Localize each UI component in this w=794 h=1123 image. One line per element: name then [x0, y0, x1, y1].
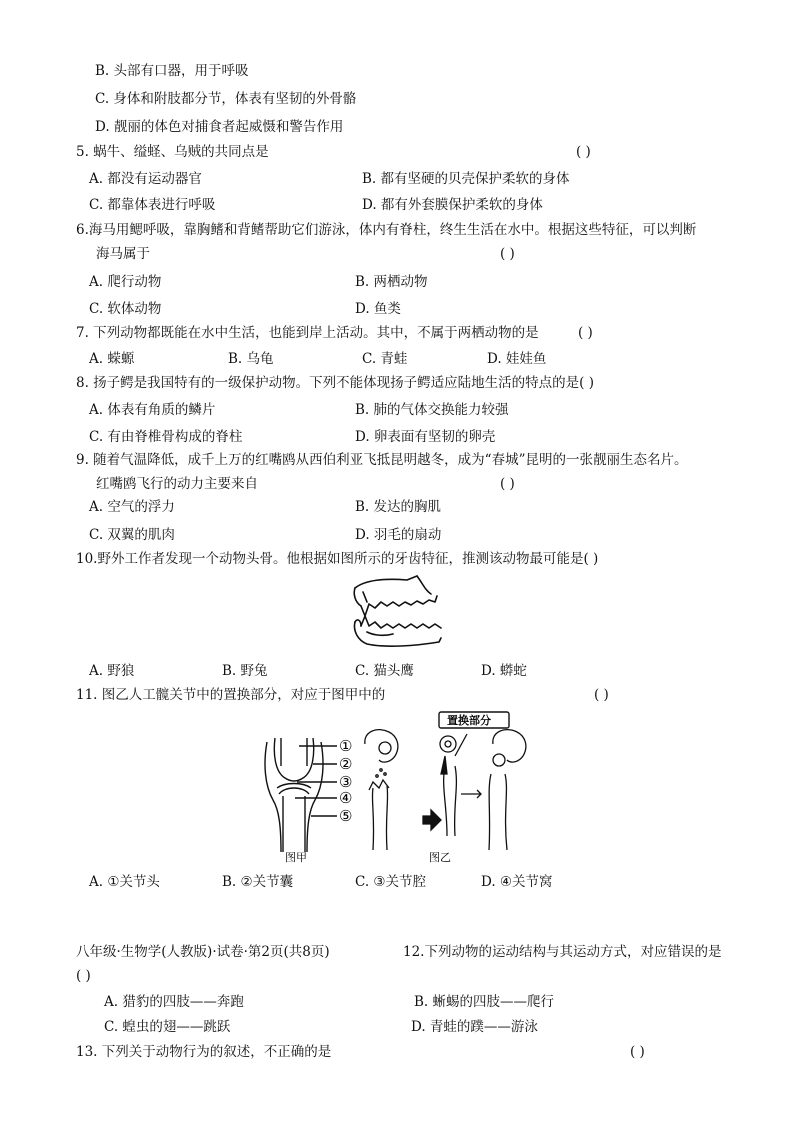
q4-option-d: D. 靓丽的体色对捕食者起威慑和警告作用	[95, 119, 344, 135]
marker-2: ②	[339, 755, 353, 773]
q7-stem: 7. 下列动物都既能在水中生活，也能到岸上活动。其中，不属于两栖动物的是	[76, 325, 539, 341]
q8-option-c: C. 有由脊椎骨构成的脊柱	[89, 429, 243, 445]
q10-stem: 10.野外工作者发现一个动物头骨。他根据如图所示的牙齿特征，推测该动物最可能是( )	[76, 551, 599, 567]
skull-teeth-figure	[345, 572, 445, 650]
q4-option-c: C. 身体和附肢都分节，体表有坚韧的外骨骼	[95, 91, 357, 107]
q6-answer-bracket: ( )	[500, 246, 515, 262]
q6-stem: 6.海马用鳃呼吸，靠胸鳍和背鳍帮助它们游泳，体内有脊柱，终生生活在水中。根据这些特征，可以判断	[76, 222, 697, 238]
q9-answer-bracket: ( )	[500, 476, 515, 492]
q6-stem-line2: 海马属于	[96, 246, 150, 262]
q11-option-a: A. ①关节头	[89, 874, 160, 890]
q10-option-d: D. 蟒蛇	[481, 663, 527, 679]
q7-option-a: A. 蝾螈	[89, 351, 135, 367]
hip-diagram-yi	[365, 712, 526, 850]
marker-1: ①	[339, 737, 353, 755]
q5-option-b: B. 都有坚硬的贝壳保护柔软的身体	[362, 171, 570, 187]
q5-option-d: D. 都有外套膜保护柔软的身体	[362, 197, 543, 213]
q8-stem: 8. 扬子鳄是我国特有的一级保护动物。下列不能体现扬子鳄适应陆地生活的特点的是( )	[76, 375, 594, 391]
q11-stem: 11. 图乙人工髋关节中的置换部分，对应于图甲中的	[76, 687, 386, 703]
q5-option-a: A. 都没有运动器官	[89, 171, 202, 187]
marker-5: ⑤	[339, 807, 353, 825]
q5-option-c: C. 都靠体表进行呼吸	[89, 197, 216, 213]
q10-option-b: B. 野兔	[222, 663, 268, 679]
q6-option-c: C. 软体动物	[89, 301, 162, 317]
joint-figure	[255, 704, 545, 866]
q7-answer-bracket: ( )	[578, 325, 593, 341]
q8-option-b: B. 肺的气体交换能力较强	[355, 402, 509, 418]
q9-stem: 9. 随着气温降低，成千上万的红嘴鸥从西伯利亚飞抵昆明越冬，成为“春城”昆明的一张靓丽生态名片。	[76, 452, 688, 468]
q6-option-a: A. 爬行动物	[89, 274, 162, 290]
q10-option-a: A. 野狼	[89, 663, 135, 679]
q11-answer-bracket: ( )	[594, 687, 609, 703]
q8-option-a: A. 体表有角质的鳞片	[89, 402, 216, 418]
q7-option-d: D. 娃娃鱼	[487, 351, 547, 367]
q12-option-c: C. 蝗虫的翅——跳跃	[104, 1019, 231, 1035]
q7-option-c: C. 青蛙	[362, 351, 408, 367]
q6-option-d: D. 鱼类	[355, 301, 401, 317]
q11-option-d: D. ④关节窝	[481, 874, 553, 890]
q12-option-b: B. 蜥蜴的四肢——爬行	[414, 994, 555, 1010]
q13-answer-bracket: ( )	[630, 1044, 645, 1060]
q5-answer-bracket: ( )	[576, 144, 591, 160]
q9-option-c: C. 双翼的肌肉	[89, 527, 175, 543]
q12-answer-bracket: ( )	[76, 968, 91, 984]
q6-option-b: B. 两栖动物	[355, 274, 428, 290]
q10-option-c: C. 猫头鹰	[355, 663, 414, 679]
replace-label: 置换部分	[447, 714, 491, 727]
q7-option-b: B. 乌龟	[228, 351, 274, 367]
q11-option-b: B. ②关节囊	[222, 874, 294, 890]
q13-stem: 13. 下列关于动物行为的叙述，不正确的是	[76, 1044, 332, 1060]
caption-jia: 图甲	[285, 851, 307, 864]
q12-option-d: D. 青蛙的蹼——游泳	[411, 1019, 538, 1035]
q11-option-c: C. ③关节腔	[355, 874, 427, 890]
q4-option-b: B. 头部有口器，用于呼吸	[95, 63, 249, 79]
page-footer: 八年级·生物学(人教版)·试卷·第2页(共8页)	[76, 944, 330, 960]
caption-yi: 图乙	[429, 851, 451, 864]
joint-diagram-jia	[265, 738, 337, 852]
q12-option-a: A. 猎豹的四肢——奔跑	[104, 994, 244, 1010]
q9-stem-line2: 红嘴鸥飞行的动力主要来自	[96, 476, 258, 492]
marker-3: ③	[339, 773, 353, 791]
q9-option-b: B. 发达的胸肌	[355, 499, 442, 515]
marker-4: ④	[339, 789, 353, 807]
q9-option-a: A. 空气的浮力	[89, 499, 175, 515]
q9-option-d: D. 羽毛的扇动	[355, 527, 442, 543]
q5-stem: 5. 蜗牛、缢蛏、乌贼的共同点是	[76, 144, 269, 160]
q12-stem: 12.下列动物的运动结构与其运动方式，对应错误的是	[403, 944, 722, 960]
q8-option-d: D. 卵表面有坚韧的卵壳	[355, 429, 496, 445]
